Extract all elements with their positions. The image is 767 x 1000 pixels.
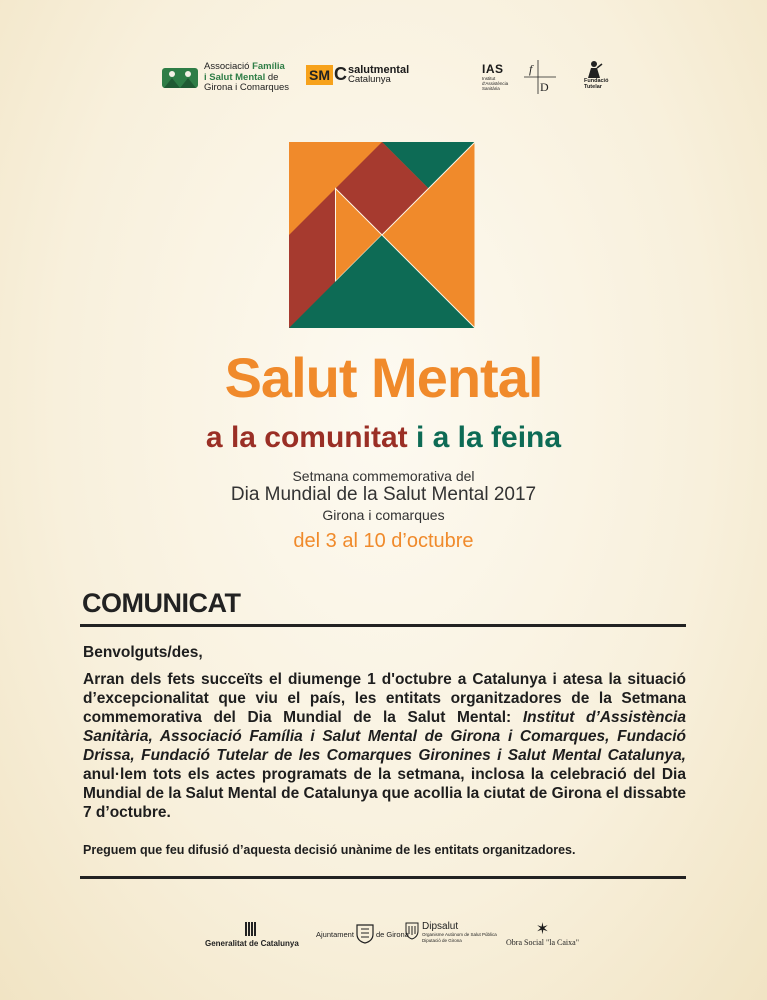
dipsalut-logo bbox=[405, 922, 497, 944]
ias-logo bbox=[482, 62, 508, 91]
notice-paragraph bbox=[83, 670, 686, 822]
ft-line1: Fundació bbox=[584, 78, 609, 84]
week-line-2: Dia Mundial de la Salut Mental 2017 bbox=[230, 484, 537, 505]
week-line-1: Setmana commemorativa del bbox=[292, 468, 475, 484]
assoc-line1a: Associació bbox=[204, 61, 250, 73]
subtitle bbox=[0, 420, 767, 456]
smc-c: C bbox=[334, 64, 347, 84]
ias-sub3: Sanitària bbox=[482, 86, 500, 91]
ajuntament-girona-logo bbox=[316, 924, 409, 944]
ias-sub1: Institut bbox=[482, 76, 496, 81]
notice-heading: COMUNICAT bbox=[82, 588, 241, 618]
generalitat-text: Generalitat de Catalunya bbox=[205, 939, 299, 948]
week-line-3: Girona i comarques bbox=[322, 507, 445, 523]
divider-top bbox=[80, 624, 686, 627]
subtitle-part-a: a la comunitat bbox=[205, 421, 408, 454]
obra-social-text: Obra Social "la Caixa" bbox=[506, 938, 579, 947]
assoc-line3: Girona i Comarques bbox=[204, 82, 290, 94]
smc-line1: salutmental bbox=[348, 63, 410, 76]
dipsalut-sub2: Diputació de Girona bbox=[422, 938, 462, 943]
ias-mark: IAS bbox=[482, 62, 504, 76]
sponsor-logos-bottom bbox=[0, 920, 767, 960]
lacaixa-star-icon: ✶ bbox=[535, 921, 550, 938]
notice-para-end: anul·lem tots els actes programats de la setmana, inclosa la celebració del Dia Mundial de la Salut Mental de Catalunya que acollia la ciutat de Girona el dissabte 7 d’octubre. bbox=[83, 766, 686, 821]
divider-bottom bbox=[80, 876, 686, 879]
assoc-line2b: de bbox=[267, 71, 279, 83]
obra-social-logo bbox=[506, 922, 579, 947]
drissa-d: D bbox=[540, 80, 549, 94]
smc-line2: Catalunya bbox=[348, 73, 391, 85]
drissa-f: f bbox=[529, 62, 533, 76]
dipsalut-name: Dipsalut bbox=[422, 921, 459, 932]
main-title: Salut Mental bbox=[224, 346, 543, 409]
assoc-emblem-icon bbox=[160, 62, 200, 94]
notice-request: Preguem que feu difusió d’aquesta decisió unànime de les entitats organitzadores. bbox=[83, 843, 576, 857]
ajuntament-text-b: de Girona bbox=[375, 929, 409, 939]
assoc-line2a: i Salut Mental bbox=[204, 71, 266, 83]
dipsalut-sub1: Organisme Autònom de Salut Pública bbox=[422, 932, 497, 937]
drissa-emblem-icon bbox=[520, 60, 560, 94]
ias-sub2: d'Assistència bbox=[482, 81, 509, 86]
fundacio-tutelar-logo bbox=[584, 60, 608, 90]
subtitle-part-b: i a la feina bbox=[415, 421, 562, 454]
tangram-illustration bbox=[289, 142, 475, 328]
assoc-line1b: Família bbox=[252, 61, 285, 73]
generalitat-logo bbox=[205, 922, 299, 948]
notice-para-orgs: Institut d’Assistència Sanitària, Associació Família i Salut Mental de Girona i Comarques, Fundació Drissa, Fundació Tutelar de les Comarques Gironines i Salut Mental Catalunya, bbox=[83, 709, 686, 764]
partner-logos-top bbox=[0, 58, 767, 98]
assoc-familia-logo bbox=[160, 62, 289, 94]
smc-logo bbox=[306, 64, 409, 85]
ajuntament-shield-icon bbox=[356, 924, 374, 944]
drissa-logo bbox=[520, 60, 560, 94]
ajuntament-text-a: Ajuntament bbox=[316, 929, 354, 939]
event-dates: del 3 al 10 d’octubre bbox=[293, 530, 474, 552]
dipsalut-shield-icon bbox=[405, 922, 419, 940]
notice-greeting: Benvolguts/des, bbox=[83, 644, 203, 661]
generalitat-emblem-icon bbox=[245, 922, 259, 936]
ft-line2: Tutelar bbox=[584, 84, 602, 90]
smc-box: SM bbox=[306, 65, 333, 85]
fundacio-tutelar-icon bbox=[584, 60, 604, 78]
notice-para-start: Arran dels fets succeïts el diumenge 1 d'octubre a Catalunya i atesa la situació d’excepcionalitat que viu el país, les entitats organitzadores de la Setmana commemorativa del Dia Mundial de la Salut Mental: bbox=[83, 671, 686, 726]
